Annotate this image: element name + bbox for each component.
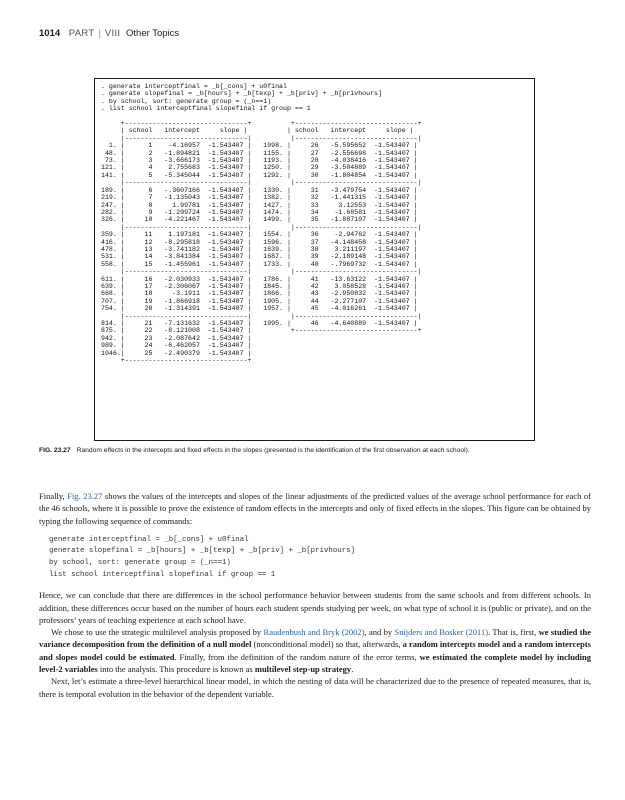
paragraph-1 xyxy=(39,490,591,527)
p3-f: into the analysis. This procedure is known as xyxy=(97,664,255,675)
p3-e: . Finally, from the definition of the random nature of the error terms, xyxy=(174,651,420,662)
caption-label: FIG. 23.27 xyxy=(39,447,71,454)
p3-b: , and by xyxy=(364,627,395,638)
command-listing: generate interceptfinal = _b[_cons] + u0final generate slopefinal = _b[hours] + _b[texp] + _b[priv] + _b[privhours] by school, sort: generate group = (_n==1) list school interceptfinal slopefinal if group == 1 xyxy=(49,535,356,579)
figure-caption xyxy=(39,446,599,455)
p3-bold-step-up: multilevel step-up strategy xyxy=(254,664,352,675)
stata-output: . generate interceptfinal = _b[_cons] + u0final . generate slopefinal = _b[hours] + _b[texp] + _b[priv] + _b[privhours] . by school, sort: generate group = (_n==1) . list school interceptfinal slopefinal if group == 1 +-------------------------------+ +-------------------------------+ | school intercept slope | | school intercept slope | |-------------------------------| |-------------------------------| 1. | 1 -4.16957 -1.543407 | 1098. | 26 -5.595652 -1.543407 | 48. | 2 -1.894821 -1.543407 | 1155. | 27 -2.556698 -1.543407 | 73. | 3 -3.666173 -1.543407 | 1193. | 28 -4.038416 -1.543407 | 121. | 4 2.755683 -1.543407 | 1250. | 29 -3.504889 -1.543407 | 141. | 5 -5.345044 -1.543407 | 1292. | 30 -1.804854 -1.543407 | |-------------------------------| |-------------------------------| 189. | 6 -.3607166 -1.543407 | 1330. | 31 -3.479754 -1.543407 | 219. | 7 -1.135043 -1.543407 | 1382. | 32 -1.441315 -1.543407 | 247. | 8 1.99781 -1.543407 | 1427. | 33 3.12553 -1.543407 | 282. | 9 -1.299724 -1.543407 | 1474. | 34 -1.68581 -1.543407 | 326. | 10 -4.221467 -1.543407 | 1499. | 35 -1.887107 -1.543407 | |-------------------------------| |-------------------------------| 359. | 11 1.197181 -1.543407 | 1554. | 36 -2.94762 -1.543407 | 416. | 12 -8.295818 -1.543407 | 1596. | 37 -4.148458 -1.543407 | 478. | 13 -3.741182 -1.543407 | 1639. | 38 3.211197 -1.543407 | 531. | 14 -3.841384 -1.543407 | 1687. | 39 -2.189148 -1.543407 | 558. | 15 -1.455961 -1.543407 | 1733. | 40 -.7969732 -1.543407 | |-------------------------------| |-------------------------------| 611. | 16 -2.030933 -1.543407 | 1786. | 41 -13.63122 -1.543407 | 639. | 17 -2.306067 -1.543407 | 1845. | 42 3.058528 -1.543407 | 668. | 18 -3.1911 -1.543407 | 1866. | 43 -2.950832 -1.543407 | 707. | 19 -1.866918 -1.543407 | 1905. | 44 -2.277107 -1.543407 | 754. | 20 -1.314391 -1.543407 | 1957. | 45 -4.016261 -1.543407 | |-------------------------------| |-------------------------------| 814. | 21 -7.131632 -1.543407 | 1995. | 46 -4.640889 -1.543407 | 875. | 22 -8.121008 -1.543407 | +-------------------------------+ 942. | 23 -2.087642 -1.543407 | 989. | 24 -6.462057 -1.543407 | 1046.| 25 -2.490379 -1.543407 | +-------------------------------+ xyxy=(101,83,422,365)
p3-bold-complete-model: we estimated the complete model by including level-2 variables xyxy=(39,651,591,675)
p3-c: . That is, first, xyxy=(488,627,539,638)
running-head xyxy=(39,28,599,39)
p3-d: (nonconditional model) so that, afterwards, xyxy=(251,639,403,650)
page-number: 1014 xyxy=(39,28,61,39)
p3-g: . xyxy=(351,664,354,675)
body-text xyxy=(39,490,591,700)
citation-link-snijders[interactable]: Snijders and Bosker (2011) xyxy=(394,627,489,638)
paragraph-2: Hence, we can conclude that there are differences in the school performance behavior between students from the same schools and from different schools. In addition, these differences occur based on the number of hours each student spends studying per week, on what type of school it is (public or private), and on the professors’ years of teaching experience at each school have. xyxy=(39,590,591,625)
part-label: PART xyxy=(68,28,95,39)
paragraph-3 xyxy=(39,626,591,675)
p1-rest: shows the values of the intercepts and slopes of the linear adjustments of the predicted values of the average school performance for each of the 46 schools, where it is possible to prove the existence of random effects in the intercepts and only of fixed effects in the slopes. This figure can be obtained by typing the following sequence of commands: xyxy=(39,491,591,526)
p1-start: Finally, xyxy=(39,491,68,501)
p3-bold-null-model: we studied the variance decomposition from the definition of a null model xyxy=(39,627,591,650)
part-number: VIII xyxy=(104,28,121,39)
p3-a: We chose to use the strategic multilevel analysis proposed by xyxy=(51,627,264,638)
paragraph-4: Next, let’s estimate a three-level hierarchical linear model, in which the nesting of data will be characterized due to the presence of repeated measures, that is, there is temporal evolution in the behavior of the dependent variable. xyxy=(39,676,591,699)
figure-stata-output-box xyxy=(94,78,535,441)
caption-text: Random effects in the intercepts and fixed effects in the slopes (presented is the identification of the first observation at each school). xyxy=(76,447,470,454)
p3-bold-random-models: a random intercepts model and a random intercepts and slopes model could be estimated xyxy=(39,639,591,662)
citation-link-raudenbush[interactable]: Raudenbush and Bryk (2002) xyxy=(263,627,365,638)
section-title: Other Topics xyxy=(126,28,180,39)
separator: | xyxy=(98,28,101,39)
figure-link[interactable]: Fig. 23.27 xyxy=(67,491,103,501)
